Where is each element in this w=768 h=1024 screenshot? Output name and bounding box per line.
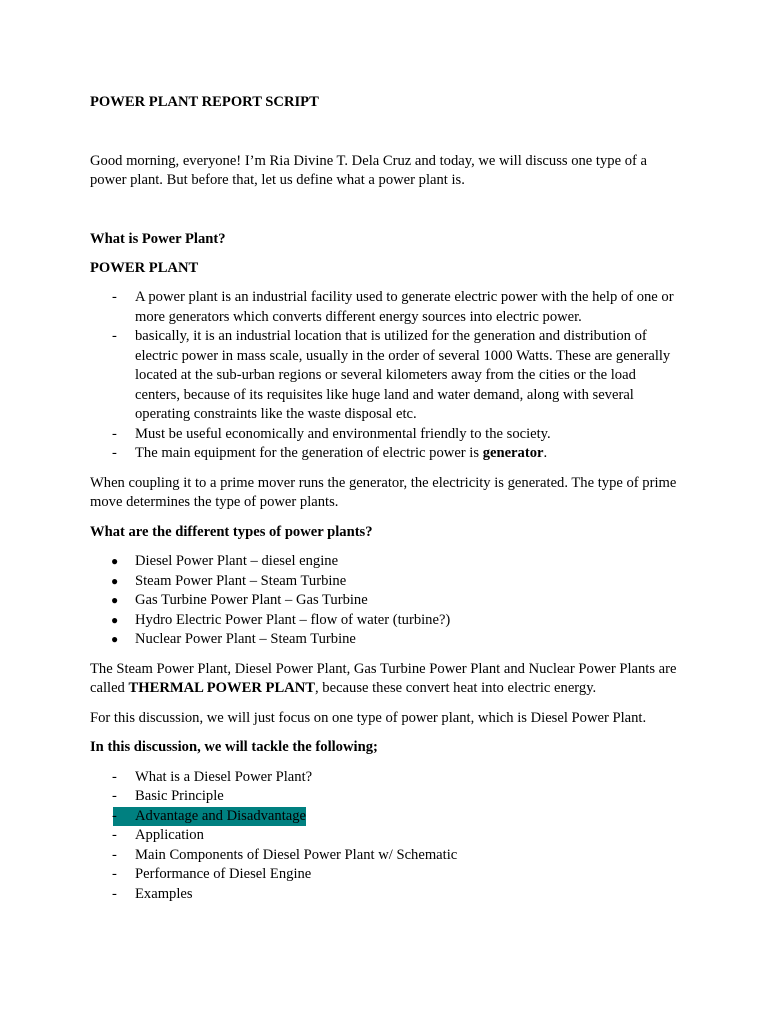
document-title: POWER PLANT REPORT SCRIPT xyxy=(90,94,319,110)
bullet-marker: ● xyxy=(111,612,119,627)
list-item xyxy=(90,630,680,650)
list-item xyxy=(90,885,680,905)
list-item-text: Hydro Electric Power Plant – flow of water (turbine?) xyxy=(135,611,451,628)
dash-marker: - xyxy=(112,788,117,804)
dash-marker: - xyxy=(112,328,117,344)
list-item xyxy=(90,846,680,866)
thermal-text-start: The Steam Power Plant, Diesel Power Plant, Gas Turbine Power Plant and Nuclear Power Plants are called xyxy=(90,660,677,696)
dash-marker: - xyxy=(112,807,117,824)
list-item-text-end: . xyxy=(543,445,548,461)
list-item xyxy=(90,425,680,445)
topic-text: Performance of Diesel Engine xyxy=(135,866,312,882)
bullet-marker: ● xyxy=(111,573,119,588)
dash-marker: - xyxy=(112,425,117,442)
list-item xyxy=(90,611,680,631)
list-item xyxy=(90,865,680,885)
intro-paragraph: Good morning, everyone! I’m Ria Divine T. Dela Cruz and today, we will discuss one type of a power plant. But before that, let us define what a power plant is. xyxy=(90,152,647,188)
topic-text: Examples xyxy=(135,885,193,902)
list-item xyxy=(90,552,680,572)
list-item xyxy=(90,826,680,846)
list-item-text: The main equipment for the generation of electric power is xyxy=(135,445,483,461)
thermal-paragraph xyxy=(90,660,680,699)
topic-text: What is a Diesel Power Plant? xyxy=(135,768,313,785)
list-item-text: basically, it is an industrial location that is utilized for the generation and distribution of electric power in mass scale, usually in the order of several 1000 Watts. These are generally located at the sub-urban regions or several kilometers away from the cities or the load centers, because of its requisites like huge land and water demand, along with several operating constraints like the waste disposal etc. xyxy=(135,328,671,422)
list-item-text: A power plant is an industrial facility used to generate electric power with the help of one or more generators which converts different energy sources into electric power. xyxy=(135,289,674,325)
list-item-text: Steam Power Plant – Steam Turbine xyxy=(135,572,347,589)
dash-marker: - xyxy=(112,866,117,882)
dash-marker: - xyxy=(112,768,117,785)
bullet-marker: ● xyxy=(111,554,119,568)
bullet-marker: ● xyxy=(111,593,119,607)
list-item-highlighted xyxy=(90,807,680,827)
topics-list xyxy=(90,768,680,905)
power-plant-types-list xyxy=(90,552,680,650)
definition-list xyxy=(90,288,680,464)
bold-term-generator: generator xyxy=(482,445,544,461)
topic-text: Advantage and Disadvantage xyxy=(135,807,307,824)
list-item-text: Gas Turbine Power Plant – Gas Turbine xyxy=(135,592,368,608)
list-item xyxy=(90,327,680,425)
section-heading-power-plant: POWER PLANT xyxy=(90,259,199,276)
dash-marker: - xyxy=(112,885,117,902)
focus-paragraph: For this discussion, we will just focus on one type of power plant, which is Diesel Power Plant. xyxy=(90,709,647,726)
topic-text: Application xyxy=(135,827,204,843)
dash-marker: - xyxy=(112,445,117,461)
list-item xyxy=(90,572,680,592)
topic-text: Basic Principle xyxy=(135,788,224,804)
question-types-of-power-plants: What are the different types of power plants? xyxy=(90,523,373,540)
list-item xyxy=(90,787,680,807)
list-item-text: Must be useful economically and environmental friendly to the society. xyxy=(135,425,551,442)
topic-text: Main Components of Diesel Power Plant w/ Schematic xyxy=(135,846,458,863)
document-body xyxy=(90,93,680,904)
list-item-text: Diesel Power Plant – diesel engine xyxy=(135,553,339,569)
list-item-text: Nuclear Power Plant – Steam Turbine xyxy=(135,631,356,647)
question-what-is-power-plant: What is Power Plant? xyxy=(90,230,226,247)
dash-marker: - xyxy=(112,846,117,863)
list-item xyxy=(90,444,680,464)
list-item xyxy=(90,591,680,611)
list-item xyxy=(90,768,680,788)
bold-term-thermal-power-plant: THERMAL POWER PLANT xyxy=(128,680,315,696)
dash-marker: - xyxy=(112,289,117,305)
thermal-text-end: , because these convert heat into electric energy. xyxy=(315,680,597,696)
list-item xyxy=(90,288,680,327)
question-topics: In this discussion, we will tackle the following; xyxy=(90,739,378,755)
coupling-paragraph: When coupling it to a prime mover runs the generator, the electricity is generated. The type of prime move determines the type of power plants. xyxy=(90,474,677,510)
bullet-marker: ● xyxy=(111,632,119,646)
dash-marker: - xyxy=(112,827,117,843)
